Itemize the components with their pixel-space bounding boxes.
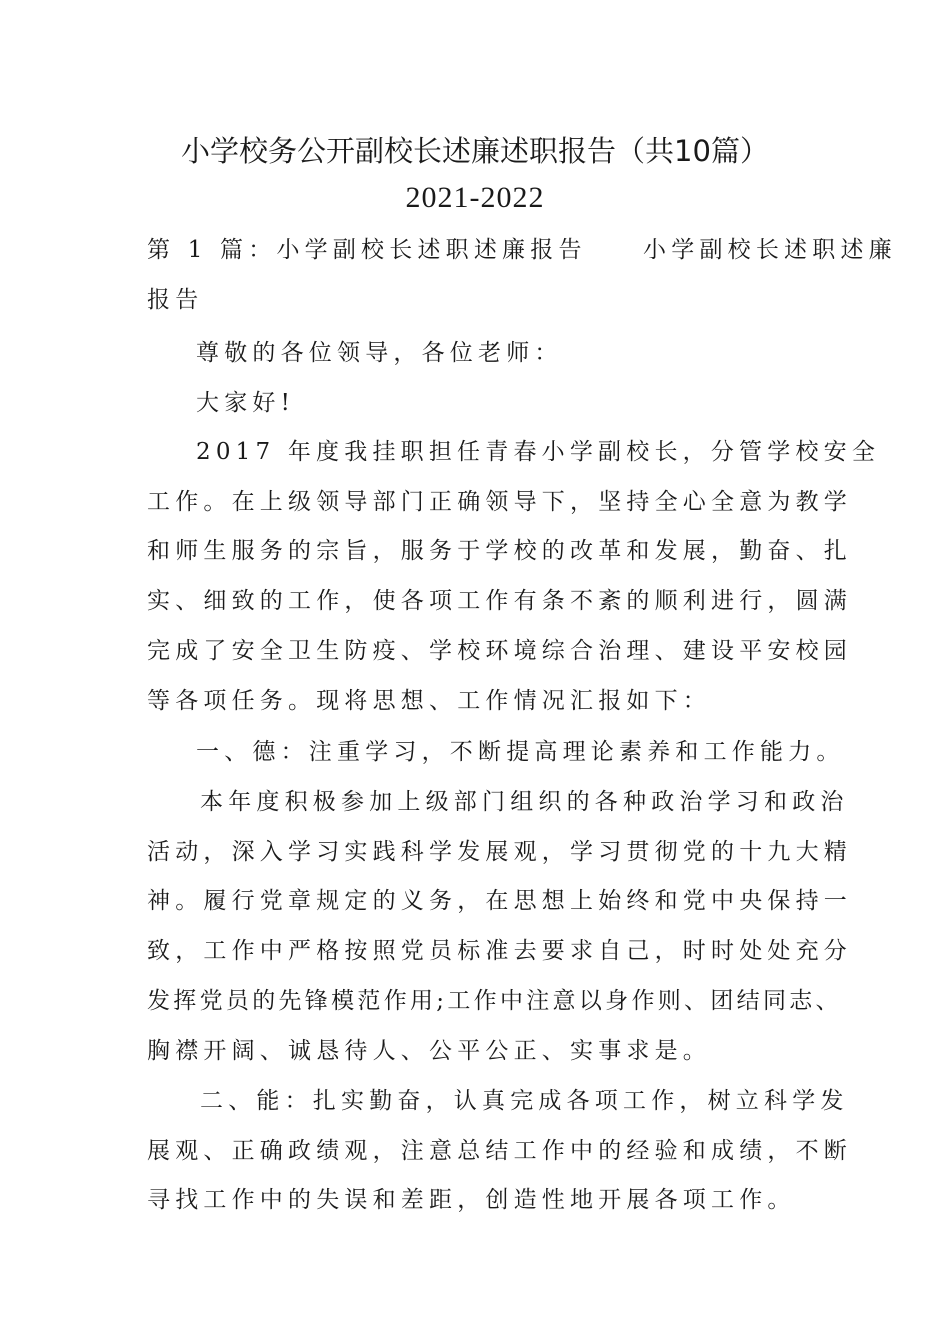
section-heading-de: 一、德：注重学习，不断提高理论素养和工作能力。 <box>196 739 845 765</box>
paragraph-line: 展观、正确政绩观，注意总结工作中的经验和成绩，不断 <box>147 1138 852 1164</box>
paragraph-line: 2017 年度我挂职担任青春小学副校长，分管学校安全 <box>196 439 881 465</box>
paragraph-line: 胸襟开阔、诚恳待人、公平公正、实事求是。 <box>147 1038 711 1064</box>
paragraph-line: 发挥党员的先锋模范作用;工作中注意以身作则、团结同志、 <box>147 988 842 1014</box>
paragraph-line: 工作。在上级领导部门正确领导下，坚持全心全意为教学 <box>147 489 852 515</box>
article-heading-line-1: 第 1 篇：小学副校长述职述廉报告 小学副校长述职述廉 <box>147 237 897 263</box>
paragraph-line: 实、细致的工作，使各项工作有条不紊的顺利进行，圆满 <box>147 588 852 614</box>
paragraph-line: 寻找工作中的失误和差距，创造性地开展各项工作。 <box>147 1187 796 1213</box>
paragraph-line: 完成了安全卫生防疫、学校环境综合治理、建设平安校园 <box>147 638 852 664</box>
paragraph-line: 神。履行党章规定的义务，在思想上始终和党中央保持一 <box>147 888 852 914</box>
section-heading-neng: 二、能：扎实勤奋，认真完成各项工作，树立科学发 <box>200 1088 849 1114</box>
paragraph-line: 等各项任务。现将思想、工作情况汇报如下： <box>147 688 711 714</box>
article-heading-line-2: 报告 <box>147 287 204 313</box>
paragraph-line: 本年度积极参加上级部门组织的各种政治学习和政治 <box>200 789 849 815</box>
document-subtitle-years: 2021-2022 <box>405 181 545 214</box>
paragraph-line: 致，工作中严格按照党员标准去要求自己，时时处处充分 <box>147 938 852 964</box>
document-title: 小学校务公开副校长述廉述职报告（共10篇） <box>181 134 769 168</box>
salutation: 尊敬的各位领导，各位老师： <box>196 340 563 366</box>
greeting: 大家好! <box>196 390 296 416</box>
paragraph-line: 和师生服务的宗旨，服务于学校的改革和发展，勤奋、扎 <box>147 538 852 564</box>
paragraph-line: 活动，深入学习实践科学发展观，学习贯彻党的十九大精 <box>147 839 852 865</box>
